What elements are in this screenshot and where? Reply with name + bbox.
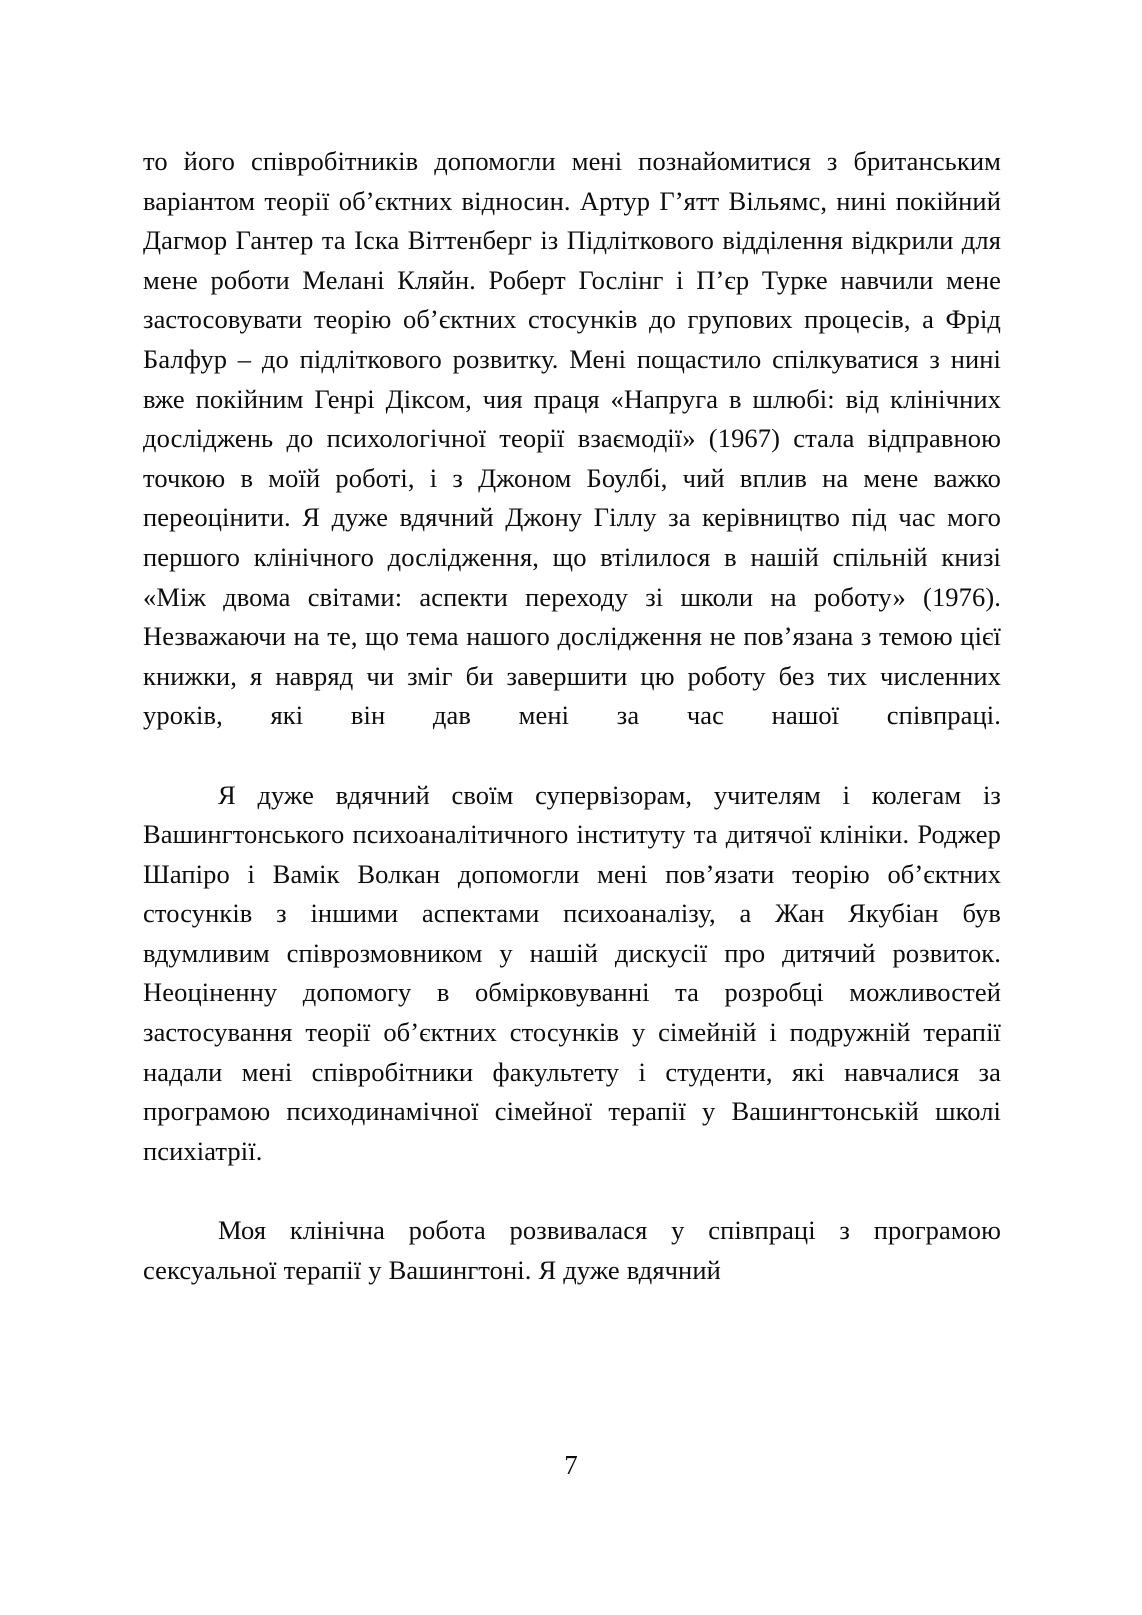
paragraph-continued: то його співробітників допомогли мені познайомитися з британським варіантом теорії об’єктних відносин. Артур Г’ятт Вільямс, нині покійний Дагмор Гантер та Іска Віттенберг із Підліткового відділення відкрили для мене роботи Мелані Кляйн. Роберт Гослінг і П’єр Турке навчили мене застосовувати теорію об’єктних стосунків до групових процесів, а Фрід Балфур – до підліткового розвитку. Мені пощастило спілкуватися з нині вже покійним Генрі Діксом, чия праця «Напруга в шлюбі: від клінічних досліджень до психологічної теорії взаємодії» (1967) стала відправною точкою в моїй роботі, і з Джоном Боулбі, чий вплив на мене важко переоцінити. Я дуже вдячний Джону Гіллу за керівництво під час мого першого клінічного дослідження, що втілилося в нашій спільній книзі «Між двома світами: аспекти переходу зі школи на роботу» (1976). Незважаючи на те, що тема нашого дослідження не пов’язана з темою цієї книжки, я навряд чи зміг би завершити цю роботу без тих численних уроків, які він дав мені за час нашої співпраці. xyxy=(143,146,1001,731)
paragraph-supervisors: Я дуже вдячний своїм супервізорам, учителям і колегам із Вашингтонського психоаналітичного інституту та дитячої клініки. Роджер Шапіро і Вамік Волкан допомогли мені пов’язати теорію об’єктних стосунків з іншими аспектами психоаналізу, а Жан Якубіан був вдумливим співрозмовником у нашій дискусії про дитячий розвиток. Неоціненну допомогу в обмірковуванні та розробці можливостей застосування теорії об’єктних стосунків у сімейній і подружній терапії надали мені співробітники факультету і студенти, які навчалися за програмою психодинамічної сімейної терапії у Вашингтонській школі психіатрії. xyxy=(143,779,1001,1166)
page-text-block xyxy=(143,142,1001,1290)
page-number: 7 xyxy=(564,1450,578,1480)
paragraph-clinical-work: Моя клінічна робота розвивалася у співпраці з програмою сексуальної терапії у Вашингтоні. Я дуже вдячний xyxy=(143,1215,1001,1285)
